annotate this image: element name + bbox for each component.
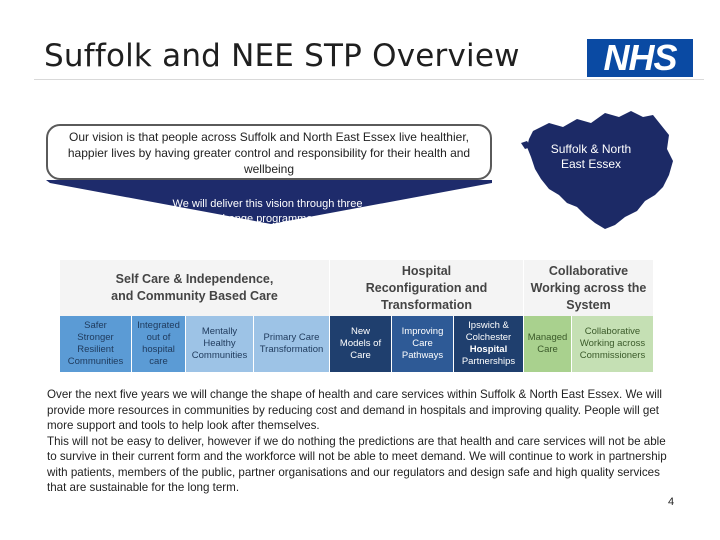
- nhs-logo: NHS: [587, 39, 693, 77]
- item-line: Care: [537, 344, 558, 355]
- item-line: Partnerships: [461, 356, 516, 367]
- body-text: [47, 387, 667, 496]
- item-collaborative-working-across-commissioners: [572, 316, 654, 372]
- item-primary-care-transformation: [254, 316, 330, 372]
- heading-line: Working across the: [530, 280, 647, 295]
- item-line: Collaborative: [584, 326, 641, 337]
- item-line: Communities: [191, 350, 248, 361]
- heading-line: and Community Based Care: [111, 289, 278, 303]
- title-divider: [34, 79, 704, 80]
- item-line: Integrated: [137, 320, 180, 331]
- item-line: hospital: [142, 344, 175, 355]
- map-label-line2: East Essex: [560, 157, 622, 171]
- heading-line: Hospital: [401, 263, 452, 278]
- item-line: Care: [350, 350, 371, 361]
- item-line: Ipswich &: [468, 320, 509, 331]
- item-new-models-of-care: [330, 316, 392, 372]
- item-line: Stronger: [77, 332, 114, 343]
- programme-heading-self-care: [60, 260, 330, 316]
- item-line: Care: [412, 338, 433, 349]
- programme-heading-hospital: [330, 260, 524, 316]
- item-line: Pathways: [401, 350, 444, 361]
- arrow-text: [165, 197, 370, 227]
- item-line: Managed: [527, 332, 568, 343]
- item-mentally-healthy-communities: [186, 316, 254, 372]
- map-label: [533, 142, 649, 172]
- heading-line: Self Care & Independence,: [115, 272, 274, 286]
- arrow-text-line2: change programmes: [217, 213, 318, 225]
- item-line: Safer: [84, 320, 107, 331]
- map-label-line1: Suffolk & North: [550, 142, 632, 156]
- change-programmes-table: [60, 260, 654, 372]
- item-line: Working across: [579, 338, 646, 349]
- item-ipswich-colchester-hospital-partnerships: [454, 316, 524, 372]
- item-managed-care: [524, 316, 572, 372]
- item-line: Mentally: [201, 326, 238, 337]
- item-improving-care-pathways: [392, 316, 454, 372]
- item-line: Hospital: [469, 344, 508, 355]
- item-line: Resilient: [77, 344, 114, 355]
- item-line: Communities: [67, 356, 124, 367]
- item-line: care: [149, 356, 168, 367]
- item-line: Healthy: [203, 338, 236, 349]
- item-line: Improving: [401, 326, 444, 337]
- heading-line: System: [566, 297, 611, 312]
- heading-line: Transformation: [381, 297, 472, 312]
- item-line: Primary Care: [263, 332, 320, 343]
- item-line: New: [350, 326, 370, 337]
- vision-callout: Our vision is that people across Suffolk and North East Essex live healthier, happier lives by having greater control and responsibility for their health and wellbeing: [46, 124, 492, 180]
- item-line: Transformation: [259, 344, 324, 355]
- programme-heading-collaborative: [524, 260, 654, 316]
- heading-line: Reconfiguration and: [365, 280, 488, 295]
- slide-title: Suffolk and NEE STP Overview: [44, 38, 520, 74]
- item-line: Models of: [339, 338, 382, 349]
- arrow-text-line1: We will deliver this vision through three: [172, 198, 363, 210]
- body-paragraph: Over the next five years we will change the shape of health and care services within Suffolk & North East Essex. We will provide more resources in communities by reducing cost and demand in hospitals and improving quality. People will get more support and tools to help look after themselves.: [47, 388, 662, 432]
- item-line: Colchester: [465, 332, 512, 343]
- body-paragraph: This will not be easy to deliver, however if we do nothing the predictions are that health and care services will not be able to survive in their current form and the workforce will not be able to meet demand. We will continue to work in partnership with patients, members of the public, partner organisations and our regulators and design safe and high quality services that are sustainable for the long term.: [47, 434, 667, 494]
- item-line: out of: [146, 332, 171, 343]
- item-line: Commissioners: [579, 350, 646, 361]
- item-integrated-out-of-hospital-care: [132, 316, 186, 372]
- page-number: 4: [668, 496, 675, 508]
- item-safer-stronger-resilient-communities: [60, 316, 132, 372]
- heading-line: Collaborative: [548, 263, 629, 278]
